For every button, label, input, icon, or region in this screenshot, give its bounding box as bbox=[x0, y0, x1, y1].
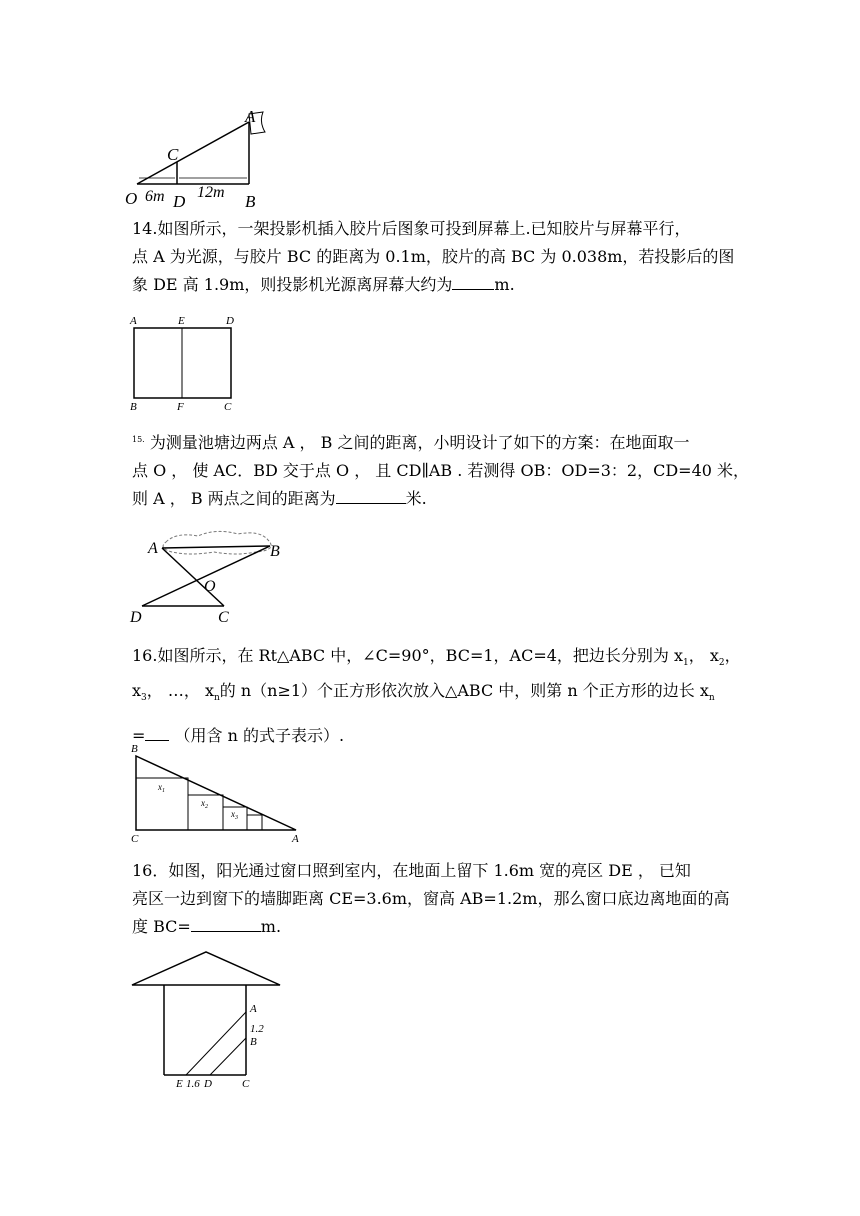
label-12m: 12m bbox=[197, 184, 225, 201]
label-A: A bbox=[245, 107, 256, 126]
label-B: B bbox=[250, 1036, 257, 1048]
label-B: B bbox=[130, 401, 137, 413]
label-A: A bbox=[130, 315, 137, 327]
figure-rectangle bbox=[128, 312, 248, 414]
label-x1: $x_1$ bbox=[158, 782, 165, 794]
label-O: O bbox=[125, 189, 138, 208]
label-x3: $x_3$ bbox=[231, 809, 238, 821]
label-1-6: 1.6 bbox=[186, 1078, 200, 1090]
question-15 bbox=[132, 426, 750, 513]
label-D: D bbox=[130, 609, 142, 626]
q14-line-3: 象 DE 高 1.9m，则投影机光源离屏幕大约为 m. bbox=[132, 271, 728, 299]
label-A: A bbox=[250, 1003, 257, 1015]
label-1-2: 1.2 bbox=[250, 1023, 264, 1035]
q16a-line-2: $x_3$， …， $x_n$的 n（n≥1）个正方形依次放入△ABC 中，则第 n 个正方形的边长 $x_n$ bbox=[132, 681, 715, 704]
figure-flagpole bbox=[125, 107, 285, 211]
q14-line-1: 14.如图所示，一架投影机插入胶片后图象可投到屏幕上.已知胶片与屏幕平行， bbox=[132, 219, 691, 238]
answer-blank[interactable] bbox=[336, 486, 406, 504]
figure-pond bbox=[128, 528, 298, 628]
label-D: D bbox=[204, 1078, 212, 1090]
answer-blank[interactable] bbox=[191, 914, 261, 932]
q16a-line-1: 16.如图所示，在 Rt△ABC 中，∠C=90°，BC=1，AC=4，把边长分别为 $x_1$， $x_2$， bbox=[132, 646, 741, 669]
q15-line-1: $^{15.}$ 为测量池塘边两点 A ， B 之间的距离，小明设计了如下的方案：在地面取一 bbox=[132, 433, 690, 452]
label-6m: 6m bbox=[145, 188, 165, 205]
label-D: D bbox=[173, 192, 186, 211]
label-O: O bbox=[204, 578, 216, 595]
figure-squares-triangle bbox=[128, 740, 308, 846]
label-x2: $x_2$ bbox=[201, 798, 208, 810]
q16b-line-2: 亮区一边到窗下的墙脚距离 CE=3.6m，窗高 AB=1.2m，那么窗口底边离地面的高 bbox=[132, 889, 730, 908]
label-C: C bbox=[167, 145, 179, 164]
question-16-window bbox=[132, 857, 728, 941]
label-C: C bbox=[218, 609, 229, 626]
label-A: A bbox=[292, 833, 299, 845]
answer-blank[interactable] bbox=[452, 272, 494, 290]
q16b-line-3: 度 BC= m. bbox=[132, 913, 728, 941]
question-14 bbox=[132, 215, 735, 299]
label-D: D bbox=[226, 315, 234, 327]
label-E: E bbox=[176, 1078, 183, 1090]
figure-house-window bbox=[128, 950, 288, 1090]
label-C: C bbox=[242, 1078, 250, 1090]
label-F: F bbox=[177, 401, 184, 413]
label-C: C bbox=[224, 401, 232, 413]
q15-line-2: 点 O ， 使 AC．BD 交于点 O ， 且 CD∥AB . 若测得 OB：OD=3：2，CD=40 米， bbox=[132, 461, 750, 480]
answer-blank[interactable] bbox=[145, 723, 169, 741]
q16b-line-1: 16．如图，阳光通过窗口照到室内，在地面上留下 1.6m 宽的亮区 DE ， 已知 bbox=[132, 861, 691, 880]
q16a-line-3: = （用含 n 的式子表示）. bbox=[132, 722, 728, 750]
label-C: C bbox=[131, 833, 139, 845]
question-16-squares bbox=[132, 642, 741, 750]
label-E: E bbox=[178, 315, 185, 327]
label-B: B bbox=[131, 743, 138, 755]
label-A: A bbox=[148, 540, 158, 557]
q14-line-2: 点 A 为光源，与胶片 BC 的距离为 0.1m，胶片的高 BC 为 0.038m，若投影后的图 bbox=[132, 247, 735, 266]
label-B: B bbox=[245, 192, 256, 211]
q15-line-3: 则 A ， B 两点之间的距离为 米. bbox=[132, 485, 728, 513]
label-B: B bbox=[270, 543, 280, 560]
